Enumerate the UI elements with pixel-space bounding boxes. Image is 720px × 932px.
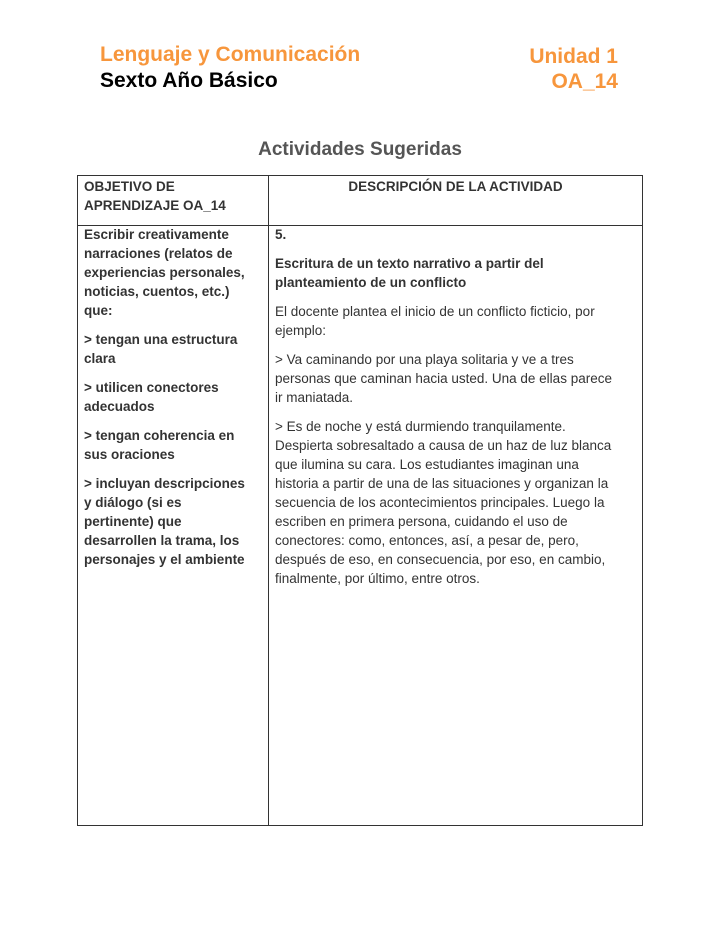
column-divider [268, 176, 269, 825]
text-line: Despierta sobresaltado a causa de un haz de luz blanca [275, 438, 612, 453]
objective-column-header [84, 177, 226, 215]
objective-paragraph [84, 378, 245, 416]
header-line: APRENDIZAJE OA_14 [84, 198, 226, 213]
objective-paragraph [84, 426, 245, 464]
text-line: personas que caminan hacia usted. Una de ellas parece [275, 371, 612, 386]
text-line: ir maniatada. [275, 390, 354, 405]
text-line: > utilicen conectores [84, 380, 219, 395]
text-line: ejemplo: [275, 323, 327, 338]
objective-paragraph [84, 330, 245, 368]
text-line: y diálogo (si es [84, 495, 182, 510]
text-line: clara [84, 351, 116, 366]
text-line: adecuados [84, 399, 155, 414]
text-line: experiencias personales, [84, 265, 245, 280]
activity-paragraph [275, 417, 612, 588]
subject-title: Lenguaje y Comunicación [100, 43, 361, 66]
text-line: Escritura de un texto narrativo a partir del [275, 256, 544, 271]
text-line: finalmente, por último, entre otros. [275, 571, 480, 586]
objective-cell [84, 225, 245, 579]
description-column-header: DESCRIPCIÓN DE LA ACTIVIDAD [348, 179, 563, 194]
text-line: pertinente) que [84, 514, 182, 529]
text-line: personajes y el ambiente [84, 552, 245, 567]
objective-label: OA_14 [551, 70, 618, 93]
text-line: que ilumina su cara. Los estudiantes imaginan una [275, 457, 579, 472]
activity-paragraph [275, 302, 612, 340]
activities-table [77, 175, 643, 826]
grade-title: Sexto Año Básico [100, 69, 278, 92]
description-cell [275, 225, 612, 598]
text-line: > tengan coherencia en [84, 428, 235, 443]
text-line: planteamiento de un conflicto [275, 275, 467, 290]
text-line: narraciones (relatos de [84, 246, 233, 261]
text-line: El docente plantea el inicio de un conflicto ficticio, por [275, 304, 595, 319]
text-line: > Es de noche y está durmiendo tranquilamente. [275, 419, 566, 434]
unit-label: Unidad 1 [529, 45, 618, 68]
objective-paragraph [84, 474, 245, 569]
text-line: Escribir creativamente [84, 227, 229, 242]
objective-paragraph [84, 225, 245, 320]
text-line: que: [84, 303, 113, 318]
page-title: Actividades Sugeridas [258, 139, 462, 160]
text-line: desarrollen la trama, los [84, 533, 240, 548]
text-line: noticias, cuentos, etc.) [84, 284, 230, 299]
text-line: escriben en primera persona, cuidando el uso de [275, 514, 568, 529]
text-line: > Va caminando por una playa solitaria y ve a tres [275, 352, 574, 367]
activity-title [275, 254, 612, 292]
text-line: sus oraciones [84, 447, 175, 462]
text-line: > tengan una estructura [84, 332, 238, 347]
activity-number: 5. [275, 227, 287, 242]
activity-paragraph [275, 350, 612, 407]
text-line: historia a partir de una de las situaciones y organizan la [275, 476, 609, 491]
text-line: conectores: como, entonces, así, a pesar de, pero, [275, 533, 579, 548]
text-line: > incluyan descripciones [84, 476, 245, 491]
header-line: OBJETIVO DE [84, 179, 175, 194]
text-line: secuencia de los acontecimientos principales. Luego la [275, 495, 605, 510]
text-line: después de eso, en consecuencia, por eso, en cambio, [275, 552, 606, 567]
